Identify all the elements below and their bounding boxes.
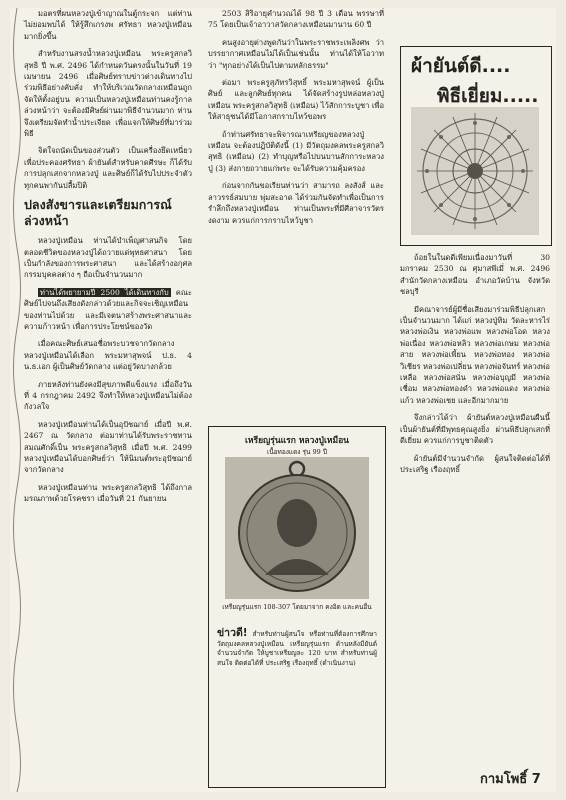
column-right-text — [400, 252, 550, 481]
col1-paragraph-5-text: คณะศิษย์ไปจนถึงเสียงดังกล่าวด้วยและกิจจะเชิญเหมือนของท่านไปด้วย และมีเจตนาสร้างพระศาสนาและความก้าวหน้า เพื่อการประโยชน์ของวัด — [24, 287, 192, 331]
col2-paragraph-4: ถ้าท่านศรัทธาจะพิจารณาเหรียญของหลวงปู่เหมือน จะต้องปฏิบัติดังนี้ (1) มีวัตถุมงคลพระครูสกลวิสุทธิ (เหมือน) (2) ทำบุญหรือไปบนบานสักการะหลวงปู่ (3) ส่งกายถวายแก่พระ จะได้รับความคุ้มครอง — [208, 129, 384, 173]
column-middle — [208, 8, 384, 232]
col3-paragraph-1: ถ้อยในในดดีเพียมเนื่องมาวันที่ 30 มกราคม 2530 ณ ศุมาสพีเมี่ พ.ศ. 2496 สำนักวัดกลางเหมือน อำเภอวัดบ้าน จังหวัดชลบุรี — [400, 253, 550, 297]
col1-paragraph-9: หลวงปู่เหมือนท่าน พระครูสกลวิสุทธิ ได้ถึงกาลมรณภาพด้วยโรคชรา เมื่อวันที่ 21 กันยายน — [24, 482, 192, 504]
col2-paragraph-5: ก่อนจากกันขอเรียนท่านว่า สามารถ ลงสังส์ และ ลาวรรธ์สมบาย พุ่มสะอาด ได้ร่วมกันจัดทำเพื่อเป็นการรำลึกถึงหลวงปู่เหมือน ท่านเป็นพระที่มีศีลาจารวัตรงดงาม ควรแก่การกราบไหว้บูชา — [208, 181, 384, 225]
col2-paragraph-3: ต่อมา พระครูสุภัทรวิสุทธิ์ พระมหาสุพจน์ ผู้เป็นศิษย์ และลูกศิษย์ทุกคน ได้จัดสร้างรูปหล่อหลวงปู่เหมือน พระครูสกลวิสุทธิ (เหมือน) ไว้สักการะบูชา เพื่อให้สาธุชนได้มีโอกาสกราบไหว้ขอพร — [208, 78, 384, 122]
col1-paragraph-7: ภายหลังท่านยังคงมีสุขภาพดีแข็งแรง เมื่อถึงวันที่ 4 กรกฎาคม 2492 จึงทำให้หลวงปู่เหมือนไม่ต้องกังวลใจ — [24, 379, 192, 412]
coin-box-heading: เหรียญรุ่นแรก หลวงปู่เหมือน — [245, 436, 349, 446]
ad-title-line-1: ผ้ายันต์ดี.... — [411, 55, 511, 77]
section-heading: ปลงสังขารและเตรียมการณ์ล่วงหน้า — [24, 197, 172, 229]
coin-box-subheading: เนื้อทองแดง รุ่น 99 ปี — [266, 448, 328, 456]
magazine-page — [10, 8, 556, 792]
coin-photo-caption: เหรียญรุ่นแรก 108-307 โดยมาจาก คงอิด และคนอื่น — [222, 603, 372, 611]
ad-title-line-2: พิธีเยี่ยม..... — [437, 85, 539, 107]
coin-photo — [225, 457, 369, 599]
col1-paragraph-3: จิตใจถนัดเป็นของส่วนตัว เป็นเครื่องยึดเหนี่ยวเพื่อประคองศรัทธา ผ้ายันต์สำหรับคาดศีรษะ ก็ได้รับการปลุกเสกจากหลวงปู่ และศิษย์ก็ได้รับไปประจำตัว ทุกคนพากันปลื้มปิติ — [24, 146, 192, 190]
coin-offer-text — [217, 629, 377, 668]
page-number: 7 — [531, 772, 541, 787]
coin-offer-body: สำหรับท่านผู้สนใจ หรือท่านที่ต้องการศึกษาวัตถุมงคลหลวงปู่เหมือน เหรียญรุ่นแรก ด้านหลังมียันต์ จำนวนจำกัด ให้บูชาเหรียญละ 120 บาท สำหรับท่านผู้สนใจ ติดต่อได้ที่ ประเสริฐ เรืองฤทธิ์ (ดำเนินงาน) — [217, 630, 377, 667]
magazine-name: กามโพธิ์ — [480, 772, 528, 787]
col1-paragraph-6: เมื่อคณะศิษย์เสนอชื่อพระบวชจากวัดกลางหลวงปู่เหมือนได้เลือก พระมหาสุพจน์ ป.ธ. 4 น.ธ.เอก ผู้เป็นศิษย์วัดกลาง แต่อยู่วัดบางกล้วย — [24, 339, 192, 372]
good-news-title: ข่าวดี! — [217, 627, 248, 639]
col1-paragraph-4: หลวงปู่เหมือน ท่านได้บำเพ็ญศาสนกิจ โดยตลอดชีวิตของหลวงปู่ได้ถวายแด่พุทธศาสนา โดยเป็นกำลังของการพระศาสนา และได้สร้างอกุศลกรรมบุคคลต่าง ๆ ถือเป็นจำนวนมาก — [24, 236, 192, 280]
coin-offer-box — [208, 426, 386, 788]
col1-paragraph-2: สำหรับงานสรงน้ำหลวงปู่เหมือน พระครูสกลวิสุทธิ ปี พ.ศ. 2496 ได้กำหนดวันตรงนั้นในวันที่ 19 เมษายน 2496 เมื่อศิษย์ทราบข่าวต่างเดินทางไปร่วมพิธีอย่างคับคั่ง ทำให้บริเวณวัดกลางเหมือนถูกจัดให้ตั้งอยู่บน ความเป็นหลวงปู่เหมือนท่านคงรู้กาลล่วงหน้าว่า จะต้องมีศิษย์ผ่านมาพิธีจำนวนมาก ท่านจึงเตรียมจัดทำน้ำประเจียด เพื่อแจกให้ศิษย์ที่มาร่วมพิธี — [24, 49, 192, 139]
binding-edge — [10, 8, 24, 792]
column-left — [24, 8, 192, 511]
page-footer — [480, 768, 541, 789]
col3-paragraph-4: ผ้ายันต์มีจำนวนจำกัด ผู้สนใจติดต่อได้ที่ ประเสริฐ เรืองฤทธิ์ — [400, 453, 550, 474]
col1-paragraph-5 — [24, 287, 192, 333]
col3-paragraph-3: จึงกล่าวได้ว่า ผ้ายันต์หลวงปู่เหมือนผืนนี้ เป็นผ้ายันต์ที่มีพุทธคุณสูงยิ่ง ผ่านพิธีปลุกเสกที่ดีเยี่ยม ควรแก่การบูชาติดตัว — [400, 413, 550, 446]
highlight-text: ท่านได้พยายามปี 2500 ได้เดินทางกับ — [40, 287, 169, 297]
col1-paragraph-1: มอตรที่ผนหลวงปู่เข้าญาณในตู้กระจก แต่ท่านไม่ยอมพบได้ ให้รู้สึกเกรงพ ศรัทธา หลวงปู่เหมือน มากยิ่งขึ้น — [24, 9, 192, 41]
yantra-cloth-photo — [411, 107, 539, 235]
col3-paragraph-2: มีคณาจารย์ผู้มีชื่อเสียงมาร่วมพิธีปลุกเสกเป็นจำนวนมาก ได้แก่ หลวงปู่ทิม วัดละหารไร่ หลวงพ่อเงิน หลวงพ่อแพ หลวงพ่อโอด หลวงพ่อเนื่อง หลวงพ่อหลิว หลวงพ่อเกษม หลวงพ่อสาย หลวงพ่อเพี้ยน หลวงพ่อทอง หลวงพ่อวิเชียร หลวงพ่อเปลี่ยน หลวงพ่อจันทร์ หลวงพ่อเหลือ หลวงพ่อสนั่น หลวงพ่อบุญมี หลวงพ่อเชื่อม หลวงพ่อทองดำ หลวงพ่อแดง หลวงพ่อแก้ว หลวงพ่อเชย และอีกมากมาย — [400, 304, 550, 405]
col1-paragraph-8: หลวงปู่เหมือนท่านได้เป็นอุปัชฌาย์ เมื่อปี พ.ศ. 2467 ณ วัดกลาง ต่อมาท่านได้รับพระราชทานสมณศักดิ์เป็น พระครูสกลวิสุทธิ เมื่อปี พ.ศ. 2499 หลวงปู่เหมือนได้บอกศิษย์ว่า ให้นิมนต์พระอุปัชฌาย์ จากวัดกลาง — [24, 419, 192, 475]
yantra-cloth-ad — [400, 46, 552, 246]
col2-paragraph-1: 2503 สิริอายุคำนวณได้ 98 ปี 3 เดือน พรรษาที่ 75 โดยเป็นเจ้าอาวาสวัดกลางเหมือนมานาน 60 ปี — [208, 9, 384, 30]
col2-paragraph-2: คนสูงอายุต่างพูดกันว่าในพระราชพระเพลิงศพ ว่า บรรยากาศเหมือนไม่ได้เป็นเช่นนั้น ท่านได้ให้โอวาทว่า "ทุกอย่างได้เป็นไปตามหลักธรรม" — [208, 37, 384, 70]
